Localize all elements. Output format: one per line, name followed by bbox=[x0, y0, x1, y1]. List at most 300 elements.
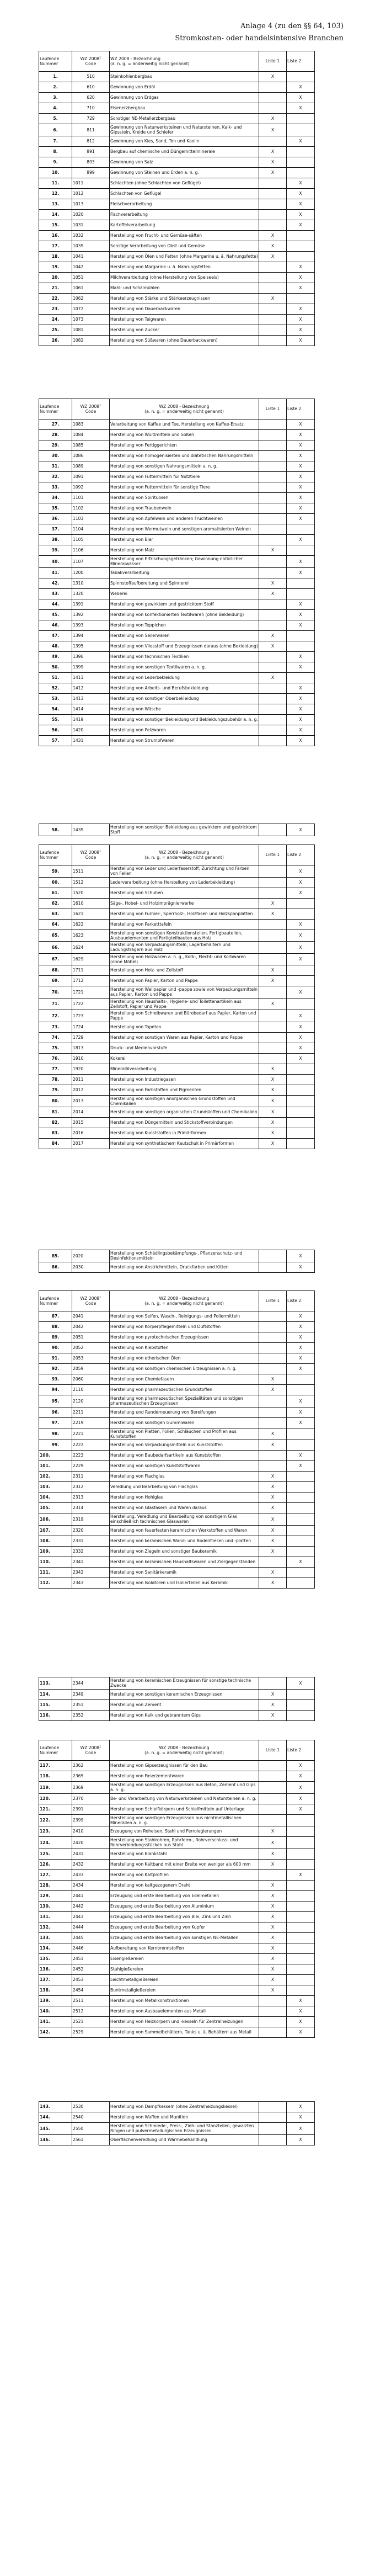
wz-bezeichnung: Herstellung von Haushalts-, Hygiene- und Toilettenartikeln aus Zellstoff, Papier und Pappe bbox=[110, 998, 259, 1010]
wz-code: 1431 bbox=[72, 735, 110, 746]
wz-code: 1412 bbox=[72, 683, 110, 693]
liste-1-mark bbox=[259, 1250, 287, 1262]
wz-bezeichnung: Herstellung von Seifen, Wasch-, Reinigungs- und Poliermitteln bbox=[110, 1311, 259, 1322]
table-row bbox=[39, 919, 315, 930]
row-number: 64. bbox=[39, 919, 72, 930]
wz-code: 1102 bbox=[72, 503, 110, 514]
table-row bbox=[39, 124, 315, 136]
liste-2-mark bbox=[287, 1943, 315, 1953]
liste-2-mark bbox=[287, 1472, 315, 1482]
row-number: 17. bbox=[39, 241, 72, 251]
liste-1-mark bbox=[259, 877, 287, 888]
header-text: Laufende bbox=[40, 1745, 60, 1750]
liste-2-mark bbox=[287, 1513, 315, 1526]
liste-1-mark: X bbox=[259, 1493, 287, 1503]
header-text: Nummer bbox=[40, 855, 58, 860]
wz-bezeichnung: Eisenerzbergbau bbox=[110, 103, 259, 114]
wz-bezeichnung: Herstellung von Bier bbox=[110, 535, 259, 545]
row-number: 15. bbox=[39, 220, 72, 230]
liste-2-mark bbox=[287, 1064, 315, 1074]
liste-1-mark bbox=[259, 136, 287, 146]
wz-code: 2017 bbox=[72, 1139, 110, 1149]
wz-code: 2053 bbox=[72, 1353, 110, 1364]
table-row bbox=[39, 251, 315, 262]
wz-bezeichnung: Buntmetallgießereien bbox=[110, 1985, 259, 1995]
table-row bbox=[39, 1869, 315, 1880]
row-number: 74. bbox=[39, 1032, 72, 1043]
liste-1-mark bbox=[259, 1343, 287, 1353]
table-row bbox=[39, 1107, 315, 1118]
liste-2-mark: X bbox=[287, 2123, 315, 2135]
table-row bbox=[39, 1859, 315, 1869]
liste-2-mark: X bbox=[287, 556, 315, 568]
liste-2-mark: X bbox=[287, 953, 315, 965]
row-number: 71. bbox=[39, 998, 72, 1010]
wz-code: 2042 bbox=[72, 1322, 110, 1332]
wz-bezeichnung: Herstellung von sonstigen Kunststoffwaren bbox=[110, 1461, 259, 1472]
wz-code: 1512 bbox=[72, 877, 110, 888]
wz-code: 2059 bbox=[72, 1364, 110, 1374]
header-text: (a. n. g. = anderweitig nicht genannt) bbox=[144, 1750, 224, 1755]
liste-2-mark: X bbox=[287, 877, 315, 888]
row-number: 127. bbox=[39, 1869, 72, 1880]
liste-1-mark bbox=[259, 2134, 287, 2145]
wz-bezeichnung: Herstellung von Glasfasern und Waren daraus bbox=[110, 1503, 259, 1513]
wz-bezeichnung: Herstellung von Holzwaren a. n. g., Kork-, Flecht- und Korbwaren (ohne Möbel) bbox=[110, 953, 259, 965]
row-number: 119. bbox=[39, 1782, 72, 1794]
table-row bbox=[39, 2006, 315, 2016]
liste-2-mark bbox=[287, 1085, 315, 1095]
liste-2-mark bbox=[287, 630, 315, 641]
row-number: 23. bbox=[39, 304, 72, 314]
row-number: 20. bbox=[39, 272, 72, 283]
row-number: 35. bbox=[39, 503, 72, 514]
row-number: 134. bbox=[39, 1943, 72, 1953]
wz-code: 610 bbox=[72, 82, 110, 93]
header-text: WZ 2008 - Bezeichnung bbox=[159, 1295, 210, 1301]
wz-bezeichnung: Herstellung von Isolatoren und Isolierteilen aus Keramik bbox=[110, 1578, 259, 1588]
row-number: 130. bbox=[39, 1901, 72, 1911]
liste-2-mark: X bbox=[287, 272, 315, 283]
wz-code: 2351 bbox=[72, 1699, 110, 1710]
wz-bezeichnung: Herstellung von Margarine u. ä. Nahrungsfetten bbox=[110, 262, 259, 272]
liste-2-mark bbox=[287, 1567, 315, 1578]
wz-code: 1712 bbox=[72, 976, 110, 986]
table-row bbox=[39, 2102, 315, 2112]
wz-code: 1419 bbox=[72, 714, 110, 725]
liste-1-mark bbox=[259, 2016, 287, 2027]
wz-code: 812 bbox=[72, 136, 110, 146]
wz-code: 1722 bbox=[72, 998, 110, 1010]
liste-2-mark: X bbox=[287, 865, 315, 878]
table-row bbox=[39, 2016, 315, 2027]
wz-code: 2434 bbox=[72, 1880, 110, 1890]
wz-bezeichnung: Herstellung von Klebstoffen bbox=[110, 1343, 259, 1353]
liste-1-mark: X bbox=[259, 578, 287, 588]
liste-2-mark: X bbox=[287, 1010, 315, 1022]
row-number: 47. bbox=[39, 630, 72, 641]
liste-2-mark bbox=[287, 898, 315, 909]
liste-2-mark: X bbox=[287, 136, 315, 146]
liste-2-mark: X bbox=[287, 1022, 315, 1032]
wz-bezeichnung: Herstellung von Futtermitteln für Nutztiere bbox=[110, 472, 259, 482]
liste-2-mark: X bbox=[287, 735, 315, 746]
table-row bbox=[39, 1793, 315, 1804]
liste-1-mark bbox=[259, 1995, 287, 2006]
liste-2-mark bbox=[287, 909, 315, 919]
row-number: 88. bbox=[39, 1322, 72, 1332]
row-number: 61. bbox=[39, 888, 72, 898]
table-row bbox=[39, 220, 315, 230]
header-text: Code bbox=[85, 855, 96, 860]
liste-1-mark: X bbox=[259, 976, 287, 986]
liste-1-mark: X bbox=[259, 1513, 287, 1526]
liste-1-mark: X bbox=[259, 1482, 287, 1493]
liste-2-mark: X bbox=[287, 262, 315, 272]
liste-1-mark bbox=[259, 304, 287, 314]
liste-1-mark: X bbox=[259, 545, 287, 556]
liste-1-mark bbox=[259, 609, 287, 620]
liste-1-mark: X bbox=[259, 1974, 287, 1985]
liste-2-mark: X bbox=[287, 693, 315, 704]
wz-code: 2211 bbox=[72, 1407, 110, 1417]
wz-bezeichnung: Erzeugung und erste Bearbeitung von Kupfer bbox=[110, 1922, 259, 1932]
liste-1-mark: X bbox=[259, 241, 287, 251]
wz-bezeichnung: Herstellung von Heizkörpern und -kesseln für Zentralheizungen bbox=[110, 2016, 259, 2027]
header-text: WZ 2008 - Bezeichnung bbox=[159, 403, 210, 409]
liste-1-mark bbox=[259, 472, 287, 482]
wz-code: 1072 bbox=[72, 304, 110, 314]
table-row bbox=[39, 1546, 315, 1557]
table-row bbox=[39, 1482, 315, 1493]
table-row bbox=[39, 262, 315, 272]
row-number: 143. bbox=[39, 2102, 72, 2112]
liste-2-mark bbox=[287, 1814, 315, 1826]
wz-bezeichnung: Herstellung von pyrotechnischen Erzeugnissen bbox=[110, 1332, 259, 1343]
wz-code: 2219 bbox=[72, 1417, 110, 1428]
liste-2-mark: X bbox=[287, 1461, 315, 1472]
row-number: 94. bbox=[39, 1385, 72, 1395]
header-liste-2: Liste 2 bbox=[287, 51, 315, 72]
row-number: 115. bbox=[39, 1699, 72, 1710]
wz-code: 2446 bbox=[72, 1943, 110, 1953]
liste-1-mark bbox=[259, 2006, 287, 2016]
liste-2-mark bbox=[287, 1859, 315, 1869]
liste-1-mark bbox=[259, 262, 287, 272]
wz-bezeichnung: Herstellung von pharmazeutischen Spezialitäten und sonstigen pharmazeutischen Erzeugnissen bbox=[110, 1395, 259, 1407]
wz-bezeichnung: Herstellung von Wermutwein und sonstigen aromatisierten Weinen bbox=[110, 524, 259, 535]
footnote-marker: 1 bbox=[99, 403, 101, 407]
table-segment bbox=[39, 1290, 314, 1589]
table-row bbox=[39, 2123, 315, 2135]
liste-1-mark bbox=[259, 1451, 287, 1461]
wz-bezeichnung: Herstellung von sonstigen organischen Grundstoffen und Chemikalien bbox=[110, 1107, 259, 1118]
table-row bbox=[39, 965, 315, 976]
table-row bbox=[39, 1053, 315, 1064]
liste-1-mark: X bbox=[259, 1922, 287, 1932]
wz-code: 1396 bbox=[72, 651, 110, 662]
row-number: 7. bbox=[39, 136, 72, 146]
wz-bezeichnung: Gewinnung von Steinen und Erden a. n. g. bbox=[110, 167, 259, 178]
liste-1-mark bbox=[259, 919, 287, 930]
liste-1-mark bbox=[259, 1322, 287, 1332]
liste-1-mark: X bbox=[259, 898, 287, 909]
row-number: 29. bbox=[39, 440, 72, 451]
row-number: 90. bbox=[39, 1343, 72, 1353]
wz-bezeichnung: Herstellung von Waffen und Munition bbox=[110, 2112, 259, 2123]
wz-bezeichnung: Herstellung von Gipserzeugnissen für den Bau bbox=[110, 1761, 259, 1771]
row-number: 96. bbox=[39, 1407, 72, 1417]
liste-1-mark: X bbox=[259, 1064, 287, 1074]
header-wz-code bbox=[72, 51, 110, 72]
liste-1-mark: X bbox=[259, 1503, 287, 1513]
wz-code: 1073 bbox=[72, 314, 110, 325]
wz-code: 2014 bbox=[72, 1107, 110, 1118]
row-number: 54. bbox=[39, 704, 72, 714]
row-number: 145. bbox=[39, 2123, 72, 2135]
wz-code: 2313 bbox=[72, 1493, 110, 1503]
liste-2-mark: X bbox=[287, 1250, 315, 1262]
liste-2-mark: X bbox=[287, 1451, 315, 1461]
liste-1-mark bbox=[259, 1032, 287, 1043]
table-row bbox=[39, 209, 315, 220]
wz-code: 2343 bbox=[72, 1578, 110, 1588]
table-row bbox=[39, 693, 315, 704]
liste-1-mark: X bbox=[259, 230, 287, 241]
row-number: 116. bbox=[39, 1710, 72, 1720]
liste-1-mark: X bbox=[259, 1699, 287, 1710]
liste-1-mark: X bbox=[259, 1546, 287, 1557]
row-number: 84. bbox=[39, 1139, 72, 1149]
wz-code: 1092 bbox=[72, 482, 110, 493]
wz-code: 1629 bbox=[72, 953, 110, 965]
wz-bezeichnung: Herstellung von gewirktem und gestricktem Stoff bbox=[110, 599, 259, 609]
wz-code: 2349 bbox=[72, 1689, 110, 1699]
wz-bezeichnung: Druck- und Medienvorstufe bbox=[110, 1043, 259, 1053]
liste-1-mark: X bbox=[259, 1943, 287, 1953]
liste-2-mark: X bbox=[287, 1407, 315, 1417]
liste-2-mark bbox=[287, 1710, 315, 1720]
wz-code: 2030 bbox=[72, 1262, 110, 1272]
liste-2-mark bbox=[287, 641, 315, 651]
wz-code: 1042 bbox=[72, 262, 110, 272]
wz-code: 2344 bbox=[72, 1677, 110, 1690]
wz-bezeichnung: Herstellung von Apfelwein und anderen Fruchtweinen bbox=[110, 514, 259, 524]
wz-bezeichnung: Herstellung von Dauerbackwaren bbox=[110, 304, 259, 314]
liste-1-mark: X bbox=[259, 1689, 287, 1699]
table-segment-grid bbox=[39, 2101, 315, 2145]
header-bezeichnung bbox=[110, 51, 259, 72]
table-row bbox=[39, 1513, 315, 1526]
table-row bbox=[39, 524, 315, 535]
row-number: 2. bbox=[39, 82, 72, 93]
liste-1-mark bbox=[259, 1461, 287, 1472]
liste-1-mark: X bbox=[259, 1826, 287, 1837]
wz-code: 1622 bbox=[72, 919, 110, 930]
liste-2-mark bbox=[287, 545, 315, 556]
row-number: 8. bbox=[39, 146, 72, 157]
wz-code: 2454 bbox=[72, 1985, 110, 1995]
row-number: 25. bbox=[39, 325, 72, 335]
liste-2-mark bbox=[287, 293, 315, 304]
table-row bbox=[39, 2112, 315, 2123]
wz-code: 1101 bbox=[72, 493, 110, 503]
wz-bezeichnung: Herstellung von Kunststoffen in Primärformen bbox=[110, 1128, 259, 1139]
header-text: WZ 2008 - Bezeichnung bbox=[159, 1745, 210, 1750]
liste-1-mark bbox=[259, 620, 287, 630]
header-bezeichnung bbox=[110, 399, 259, 419]
table-row bbox=[39, 1804, 315, 1814]
liste-1-mark bbox=[259, 942, 287, 954]
wz-code: 2399 bbox=[72, 1814, 110, 1826]
table-row bbox=[39, 609, 315, 620]
table-row bbox=[39, 419, 315, 430]
wz-bezeichnung: Herstellung von Kalk und gebranntem Gips bbox=[110, 1710, 259, 1720]
wz-code: 1413 bbox=[72, 693, 110, 704]
wz-bezeichnung: Herstellung von sonstigen Nahrungsmitteln a. n. g. bbox=[110, 461, 259, 472]
table-row bbox=[39, 136, 315, 146]
table-row bbox=[39, 1578, 315, 1588]
row-number: 55. bbox=[39, 714, 72, 725]
wz-code: 510 bbox=[72, 72, 110, 82]
header-text: (a. n. g. = anderweitig nicht genannt) bbox=[144, 1301, 224, 1306]
liste-1-mark bbox=[259, 103, 287, 114]
table-row bbox=[39, 1964, 315, 1974]
table-row bbox=[39, 199, 315, 209]
liste-2-mark bbox=[287, 1536, 315, 1546]
table-row bbox=[39, 1567, 315, 1578]
table-header-row bbox=[39, 1291, 315, 1311]
table-row bbox=[39, 93, 315, 103]
liste-2-mark: X bbox=[287, 1364, 315, 1374]
liste-1-mark bbox=[259, 283, 287, 293]
header-text: WZ 2008 bbox=[80, 1295, 100, 1301]
row-number: 69. bbox=[39, 976, 72, 986]
liste-2-mark: X bbox=[287, 461, 315, 472]
wz-code: 1729 bbox=[72, 1032, 110, 1043]
wz-bezeichnung: Verarbeitung von Kaffee und Tee, Herstellung von Kaffee-Ersatz bbox=[110, 419, 259, 430]
wz-bezeichnung: Herstellung von Chemiefasern bbox=[110, 1374, 259, 1385]
row-number: 100. bbox=[39, 1451, 72, 1461]
liste-2-mark bbox=[287, 1139, 315, 1149]
footnote-marker: 1 bbox=[99, 56, 101, 60]
wz-code: 2452 bbox=[72, 1964, 110, 1974]
liste-1-mark: X bbox=[259, 1385, 287, 1395]
table-row bbox=[39, 1557, 315, 1567]
header-text: (a. n. g. = anderweitig nicht genannt) bbox=[144, 855, 224, 860]
header-bezeichnung bbox=[110, 1291, 259, 1311]
liste-2-mark bbox=[287, 157, 315, 167]
wz-bezeichnung: Herstellung und Runderneuerung von Bereifungen bbox=[110, 1407, 259, 1417]
wz-bezeichnung: Eisengießereien bbox=[110, 1953, 259, 1964]
header-text: Laufende bbox=[40, 403, 60, 409]
row-number: 146. bbox=[39, 2134, 72, 2145]
header-liste-1: Liste 1 bbox=[259, 51, 287, 72]
header-text: WZ 2008 - Bezeichnung bbox=[110, 56, 160, 61]
table-row bbox=[39, 2134, 315, 2145]
wz-bezeichnung: Herstellung von Verpackungsmitteln, Lagerbehältern und Ladungsträgern aus Holz bbox=[110, 942, 259, 954]
header-laufende-nummer bbox=[39, 845, 72, 865]
row-number: 50. bbox=[39, 662, 72, 672]
wz-code: 1061 bbox=[72, 283, 110, 293]
wz-code: 1711 bbox=[72, 965, 110, 976]
liste-1-mark: X bbox=[259, 672, 287, 683]
table-row bbox=[39, 1311, 315, 1322]
liste-2-mark: X bbox=[287, 888, 315, 898]
liste-2-mark bbox=[287, 1911, 315, 1922]
liste-1-mark bbox=[259, 693, 287, 704]
table-row bbox=[39, 1022, 315, 1032]
wz-code: 2314 bbox=[72, 1503, 110, 1513]
header-wz-code bbox=[72, 399, 110, 419]
row-number: 141. bbox=[39, 2016, 72, 2027]
table-row bbox=[39, 672, 315, 683]
table-row bbox=[39, 1932, 315, 1943]
wz-code: 1089 bbox=[72, 461, 110, 472]
row-number: 45. bbox=[39, 609, 72, 620]
table-row bbox=[39, 535, 315, 545]
wz-code: 2352 bbox=[72, 1710, 110, 1720]
row-number: 70. bbox=[39, 986, 72, 998]
row-number: 73. bbox=[39, 1022, 72, 1032]
table-row bbox=[39, 472, 315, 482]
liste-1-mark: X bbox=[259, 1985, 287, 1995]
row-number: 60. bbox=[39, 877, 72, 888]
footnote-marker: 1 bbox=[99, 849, 101, 853]
liste-1-mark bbox=[259, 325, 287, 335]
wz-code: 1520 bbox=[72, 888, 110, 898]
wz-bezeichnung: Veredlung und Bearbeitung von Flachglas bbox=[110, 1482, 259, 1493]
table-row bbox=[39, 545, 315, 556]
wz-code: 2016 bbox=[72, 1128, 110, 1139]
table-row bbox=[39, 1461, 315, 1472]
table-row bbox=[39, 1472, 315, 1482]
row-number: 39. bbox=[39, 545, 72, 556]
liste-1-mark: X bbox=[259, 1901, 287, 1911]
table-row bbox=[39, 1922, 315, 1932]
row-number: 113. bbox=[39, 1677, 72, 1690]
row-number: 104. bbox=[39, 1493, 72, 1503]
row-number: 57. bbox=[39, 735, 72, 746]
table-row bbox=[39, 1985, 315, 1995]
liste-1-mark bbox=[259, 440, 287, 451]
liste-1-mark: X bbox=[259, 1710, 287, 1720]
liste-2-mark: X bbox=[287, 493, 315, 503]
wz-bezeichnung: Herstellung von sonstiger Bekleidung aus gewirktem und gestricktem Stoff bbox=[110, 824, 259, 836]
wz-bezeichnung: Herstellung von sonstiger Oberbekleidung bbox=[110, 693, 259, 704]
table-header-row bbox=[39, 51, 315, 72]
row-number: 21. bbox=[39, 283, 72, 293]
table-segment-grid bbox=[39, 1250, 315, 1273]
table-segment-grid bbox=[39, 824, 315, 836]
wz-code: 1414 bbox=[72, 704, 110, 714]
row-number: 56. bbox=[39, 725, 72, 735]
row-number: 16. bbox=[39, 230, 72, 241]
wz-bezeichnung: Herstellung von Sammelbehältern, Tanks u. ä. Behältern aus Metall bbox=[110, 2027, 259, 2037]
liste-2-mark: X bbox=[287, 1353, 315, 1364]
row-number: 82. bbox=[39, 1118, 72, 1128]
liste-1-mark: X bbox=[259, 1911, 287, 1922]
row-number: 67. bbox=[39, 953, 72, 965]
table-row bbox=[39, 1943, 315, 1953]
row-number: 136. bbox=[39, 1964, 72, 1974]
liste-1-mark bbox=[259, 599, 287, 609]
table-row bbox=[39, 293, 315, 304]
row-number: 78. bbox=[39, 1074, 72, 1085]
liste-2-mark: X bbox=[287, 1395, 315, 1407]
liste-1-mark: X bbox=[259, 1932, 287, 1943]
wz-bezeichnung: Herstellung von Blankstahl bbox=[110, 1849, 259, 1859]
